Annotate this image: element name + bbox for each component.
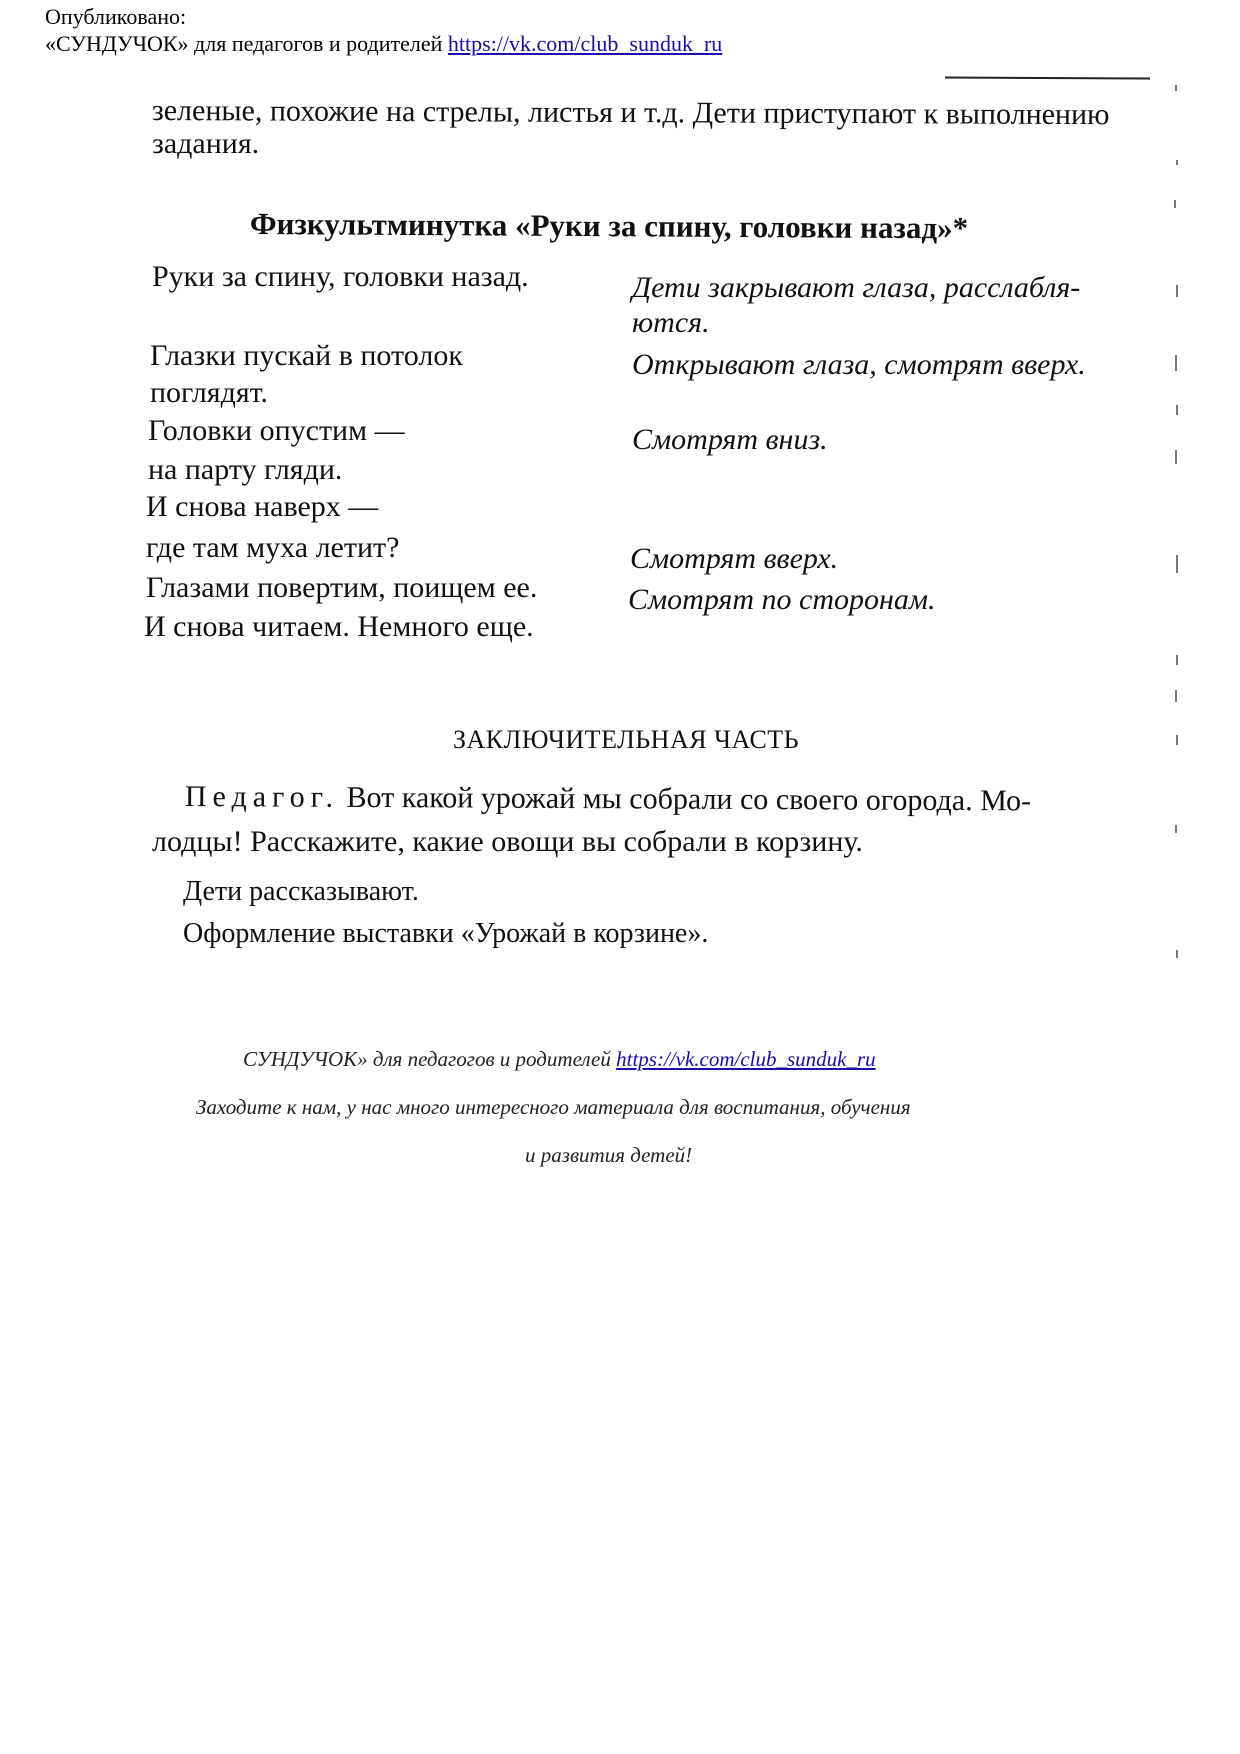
action-line: ются. [632, 306, 710, 339]
footer-source-line [243, 1047, 876, 1072]
header-source-name: «СУНДУЧОК» для педагогов и родителей [45, 31, 443, 56]
final-part-speech-line-1 [185, 782, 1031, 816]
scan-speck [1175, 85, 1177, 91]
header-source-link[interactable]: https://vk.com/club_sunduk_ru [447, 31, 723, 56]
scan-speck [1176, 285, 1178, 297]
speech-text-1: Вот какой урожай мы собрали со своего огорода. Мо- [346, 780, 1032, 818]
verse-line: Глазки пускай в потолок [150, 339, 463, 372]
footer-line-2: Заходите к нам, у нас много интересного материала для воспитания, обучения [196, 1095, 911, 1119]
action-line: Смотрят вниз. [632, 423, 828, 456]
footer-source-name: СУНДУЧОК» для педагогов и родителей [243, 1047, 611, 1071]
exercise-title: Физкультминутка «Руки за спину, головки назад»* [249, 206, 969, 246]
action-line: Смотрят по сторонам. [628, 583, 936, 616]
scan-speck [1176, 160, 1178, 165]
scan-speck [1174, 200, 1176, 208]
footer-source-link[interactable]: https://vk.com/club_sunduk_ru [616, 1047, 876, 1071]
scan-speck [1176, 950, 1178, 958]
final-part-heading: ЗАКЛЮЧИТЕЛЬНАЯ ЧАСТЬ [453, 725, 800, 754]
scan-speck [1176, 655, 1178, 665]
intro-line-2: задания. [152, 127, 260, 160]
verse-line: Головки опустим — [148, 414, 405, 447]
scan-speck [1176, 405, 1178, 415]
scan-speck [1175, 450, 1177, 464]
scan-speck [1175, 355, 1177, 371]
verse-line: Руки за спину, головки назад. [152, 260, 529, 293]
published-label: Опубликовано: [45, 4, 187, 29]
action-line: Смотрят вверх. [630, 542, 839, 575]
action-line: Дети закрывают глаза, расслабля- [632, 271, 1081, 304]
intro-line-1: зеленые, похожие на стрелы, листья и т.д. Дети приступают к выполнению [151, 94, 1110, 132]
final-part-line-4: Оформление выставки «Урожай в корзине». [183, 918, 709, 949]
final-part-line-3: Дети рассказывают. [183, 876, 419, 907]
verse-line: на парту гляди. [148, 453, 343, 486]
verse-line: Глазами повертим, поищем ее. [146, 571, 538, 604]
verse-line: И снова наверх — [146, 490, 379, 523]
speaker-label: Педагог. [184, 780, 340, 814]
verse-line: поглядят. [150, 376, 269, 409]
scan-speck [1176, 735, 1178, 745]
verse-line: где там муха летит? [146, 531, 400, 564]
scan-top-rule [945, 76, 1150, 79]
header-source-line [45, 33, 722, 55]
scan-speck [1175, 690, 1177, 702]
scan-speck [1175, 825, 1177, 833]
action-line: Открывают глаза, смотрят вверх. [632, 348, 1086, 381]
final-part-speech-line-2: лодцы! Расскажите, какие овощи вы собрали в корзину. [152, 825, 863, 858]
verse-line: И снова читаем. Немного еще. [144, 610, 534, 643]
footer-line-3: и развития детей! [525, 1143, 693, 1167]
scan-speck [1176, 555, 1178, 573]
